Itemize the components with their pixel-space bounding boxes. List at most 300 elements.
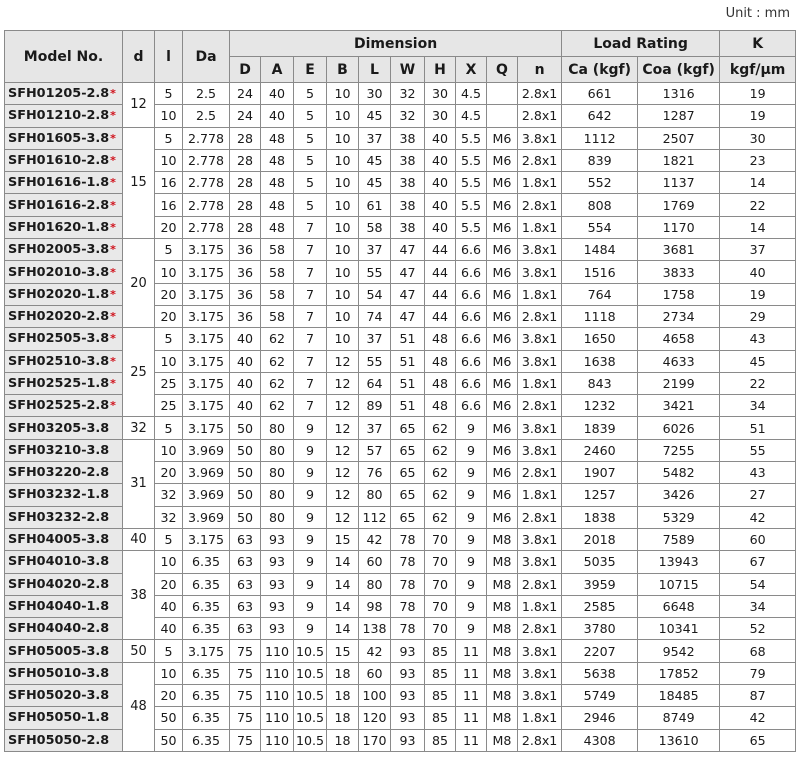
cell-ca: 764 (562, 283, 638, 305)
cell-d: 36 (230, 283, 261, 305)
cell-x: 11 (456, 662, 487, 684)
cell-a: 93 (261, 618, 294, 640)
cell-da: 2.5 (183, 83, 230, 105)
cell-coa: 6648 (638, 595, 720, 617)
cell-k: 14 (720, 172, 796, 194)
cell-w: 38 (391, 172, 425, 194)
cell-n: 1.8x1 (518, 707, 562, 729)
cell-h: 44 (425, 239, 456, 261)
header-model: Model No. (5, 31, 123, 83)
cell-e: 7 (294, 261, 327, 283)
model-number: SFH04010-3.8 (8, 554, 110, 570)
cell-da: 2.778 (183, 216, 230, 238)
cell-a: 110 (261, 662, 294, 684)
cell-d: 36 (230, 239, 261, 261)
model-cell (5, 149, 123, 171)
model-number: SFH01610-2.8 (8, 153, 110, 169)
cell-d: 28 (230, 149, 261, 171)
cell-l: 30 (359, 83, 391, 105)
cell-q: M6 (487, 283, 518, 305)
cell-b: 10 (327, 194, 359, 216)
model-number: SFH02505-3.8 (8, 331, 110, 347)
cell-b: 10 (327, 216, 359, 238)
cell-q: M8 (487, 685, 518, 707)
cell-e: 7 (294, 239, 327, 261)
cell-ca: 2460 (562, 439, 638, 461)
model-number: SFH05005-3.8 (8, 643, 110, 659)
cell-x: 6.6 (456, 350, 487, 372)
cell-h: 70 (425, 528, 456, 550)
cell-coa: 6026 (638, 417, 720, 439)
cell-d: 50 (230, 439, 261, 461)
header-sub-E: E (294, 57, 327, 83)
cell-l: 20 (155, 462, 183, 484)
cell-k: 68 (720, 640, 796, 662)
cell-w: 47 (391, 261, 425, 283)
cell-k: 52 (720, 618, 796, 640)
cell-w: 93 (391, 729, 425, 751)
cell-b: 12 (327, 395, 359, 417)
cell-coa: 1137 (638, 172, 720, 194)
cell-a: 62 (261, 350, 294, 372)
cell-ca: 2946 (562, 707, 638, 729)
cell-da: 3.175 (183, 328, 230, 350)
cell-w: 47 (391, 283, 425, 305)
cell-l: 54 (359, 283, 391, 305)
cell-b: 15 (327, 528, 359, 550)
model-number: SFH03210-3.8 (8, 442, 110, 458)
cell-d: 75 (230, 707, 261, 729)
asterisk-mark: * (110, 87, 116, 101)
cell-n: 2.8x1 (518, 194, 562, 216)
cell-w: 38 (391, 127, 425, 149)
cell-e: 10.5 (294, 662, 327, 684)
cell-da: 2.778 (183, 127, 230, 149)
cell-da: 6.35 (183, 618, 230, 640)
cell-w: 32 (391, 105, 425, 127)
cell-x: 11 (456, 685, 487, 707)
cell-a: 58 (261, 283, 294, 305)
cell-h: 44 (425, 305, 456, 327)
table-row (5, 127, 796, 149)
cell-n: 2.8x1 (518, 149, 562, 171)
model-number: SFH04040-2.8 (8, 621, 110, 637)
cell-coa: 1758 (638, 283, 720, 305)
cell-coa: 3833 (638, 261, 720, 283)
cell-x: 9 (456, 551, 487, 573)
header-sub-B: B (327, 57, 359, 83)
model-cell (5, 618, 123, 640)
model-cell (5, 83, 123, 105)
model-number: SFH02510-3.8 (8, 353, 110, 369)
cell-e: 7 (294, 350, 327, 372)
cell-coa: 1316 (638, 83, 720, 105)
cell-e: 10.5 (294, 729, 327, 751)
cell-x: 5.5 (456, 149, 487, 171)
model-cell (5, 462, 123, 484)
model-number: SFH02525-2.8 (8, 398, 110, 414)
cell-da: 3.969 (183, 506, 230, 528)
cell-n: 3.8x1 (518, 685, 562, 707)
cell-coa: 1769 (638, 194, 720, 216)
cell-q: M6 (487, 506, 518, 528)
cell-ca: 642 (562, 105, 638, 127)
cell-d: 40 (230, 350, 261, 372)
cell-n: 3.8x1 (518, 417, 562, 439)
cell-d: 28 (230, 172, 261, 194)
cell-da: 3.969 (183, 439, 230, 461)
cell-k: 19 (720, 105, 796, 127)
cell-e: 7 (294, 328, 327, 350)
table-row (5, 83, 796, 105)
cell-l: 10 (155, 551, 183, 573)
cell-q: M6 (487, 127, 518, 149)
cell-h: 48 (425, 395, 456, 417)
cell-k: 30 (720, 127, 796, 149)
header-sub-W: W (391, 57, 425, 83)
cell-da: 2.778 (183, 172, 230, 194)
cell-l: 20 (155, 283, 183, 305)
cell-q: M6 (487, 462, 518, 484)
cell-l: 80 (359, 573, 391, 595)
cell-b: 12 (327, 372, 359, 394)
cell-coa: 13943 (638, 551, 720, 573)
cell-h: 62 (425, 484, 456, 506)
cell-a: 48 (261, 194, 294, 216)
cell-e: 5 (294, 172, 327, 194)
cell-q: M6 (487, 372, 518, 394)
cell-e: 5 (294, 83, 327, 105)
cell-l: 5 (155, 127, 183, 149)
cell-n: 2.8x1 (518, 105, 562, 127)
cell-n: 1.8x1 (518, 595, 562, 617)
model-number: SFH05010-3.8 (8, 665, 110, 681)
cell-q: M6 (487, 261, 518, 283)
cell-l: 98 (359, 595, 391, 617)
cell-a: 110 (261, 640, 294, 662)
cell-b: 14 (327, 595, 359, 617)
cell-h: 62 (425, 462, 456, 484)
cell-w: 65 (391, 417, 425, 439)
model-number: SFH01205-2.8 (8, 86, 110, 102)
cell-a: 48 (261, 216, 294, 238)
model-cell (5, 372, 123, 394)
cell-n: 1.8x1 (518, 372, 562, 394)
cell-n: 3.8x1 (518, 528, 562, 550)
cell-coa: 3426 (638, 484, 720, 506)
cell-ca: 5749 (562, 685, 638, 707)
cell-x: 4.5 (456, 105, 487, 127)
model-cell (5, 350, 123, 372)
cell-h: 48 (425, 350, 456, 372)
cell-ca: 2207 (562, 640, 638, 662)
cell-l: 32 (155, 484, 183, 506)
cell-b: 10 (327, 328, 359, 350)
header-da: Da (183, 31, 230, 83)
cell-da: 3.175 (183, 261, 230, 283)
cell-b: 12 (327, 484, 359, 506)
cell-e: 9 (294, 551, 327, 573)
header-k: K (720, 31, 796, 57)
cell-ca: 1112 (562, 127, 638, 149)
cell-h: 44 (425, 283, 456, 305)
cell-da: 3.175 (183, 528, 230, 550)
cell-e: 9 (294, 506, 327, 528)
cell-w: 78 (391, 595, 425, 617)
asterisk-mark: * (110, 198, 116, 212)
cell-n: 1.8x1 (518, 484, 562, 506)
asterisk-mark: * (110, 287, 116, 301)
asterisk-mark: * (110, 354, 116, 368)
cell-coa: 2199 (638, 372, 720, 394)
diameter-cell: 12 (123, 83, 155, 128)
cell-w: 38 (391, 149, 425, 171)
cell-l: 100 (359, 685, 391, 707)
cell-q: M6 (487, 172, 518, 194)
cell-d: 36 (230, 305, 261, 327)
cell-b: 14 (327, 551, 359, 573)
cell-b: 10 (327, 172, 359, 194)
cell-w: 78 (391, 528, 425, 550)
cell-w: 51 (391, 372, 425, 394)
unit-label: Unit : mm (725, 6, 790, 21)
cell-h: 40 (425, 149, 456, 171)
header-k-unit: kgf/μm (720, 57, 796, 83)
cell-k: 29 (720, 305, 796, 327)
cell-da: 6.35 (183, 685, 230, 707)
model-cell (5, 595, 123, 617)
cell-k: 79 (720, 662, 796, 684)
cell-b: 10 (327, 127, 359, 149)
cell-b: 12 (327, 439, 359, 461)
cell-b: 18 (327, 662, 359, 684)
asterisk-mark: * (110, 310, 116, 324)
cell-b: 12 (327, 350, 359, 372)
cell-coa: 7255 (638, 439, 720, 461)
model-number: SFH03205-3.8 (8, 420, 110, 436)
cell-da: 6.35 (183, 729, 230, 751)
cell-a: 58 (261, 305, 294, 327)
cell-l: 42 (359, 640, 391, 662)
cell-w: 65 (391, 506, 425, 528)
cell-ca: 5638 (562, 662, 638, 684)
cell-k: 34 (720, 395, 796, 417)
cell-h: 40 (425, 216, 456, 238)
table-row (5, 662, 796, 684)
table-row (5, 439, 796, 461)
table-row (5, 551, 796, 573)
cell-coa: 2734 (638, 305, 720, 327)
cell-da: 3.175 (183, 395, 230, 417)
diameter-cell: 32 (123, 417, 155, 439)
cell-n: 2.8x1 (518, 395, 562, 417)
cell-h: 85 (425, 662, 456, 684)
cell-b: 18 (327, 729, 359, 751)
model-number: SFH05050-2.8 (8, 732, 110, 748)
header-sub-L: L (359, 57, 391, 83)
cell-x: 5.5 (456, 127, 487, 149)
cell-b: 10 (327, 105, 359, 127)
cell-h: 30 (425, 105, 456, 127)
cell-ca: 1907 (562, 462, 638, 484)
cell-d: 40 (230, 395, 261, 417)
cell-ca: 3959 (562, 573, 638, 595)
model-number: SFH01605-3.8 (8, 130, 110, 146)
cell-l: 55 (359, 261, 391, 283)
cell-e: 5 (294, 149, 327, 171)
cell-a: 110 (261, 685, 294, 707)
cell-w: 65 (391, 484, 425, 506)
cell-l: 25 (155, 395, 183, 417)
cell-coa: 18485 (638, 685, 720, 707)
cell-q (487, 83, 518, 105)
cell-x: 9 (456, 528, 487, 550)
cell-d: 28 (230, 216, 261, 238)
cell-k: 22 (720, 372, 796, 394)
diameter-cell: 38 (123, 551, 155, 640)
cell-a: 48 (261, 149, 294, 171)
cell-h: 85 (425, 685, 456, 707)
cell-da: 2.5 (183, 105, 230, 127)
header-sub-n: n (518, 57, 562, 83)
cell-da: 6.35 (183, 595, 230, 617)
cell-e: 10.5 (294, 640, 327, 662)
cell-b: 12 (327, 462, 359, 484)
cell-x: 9 (456, 417, 487, 439)
cell-l: 61 (359, 194, 391, 216)
cell-h: 85 (425, 707, 456, 729)
cell-h: 70 (425, 595, 456, 617)
cell-coa: 13610 (638, 729, 720, 751)
model-number: SFH04040-1.8 (8, 598, 110, 614)
cell-n: 3.8x1 (518, 551, 562, 573)
cell-l: 25 (155, 372, 183, 394)
cell-ca: 1118 (562, 305, 638, 327)
cell-x: 6.6 (456, 395, 487, 417)
cell-a: 62 (261, 328, 294, 350)
asterisk-mark: * (110, 154, 116, 168)
cell-q: M8 (487, 729, 518, 751)
cell-w: 51 (391, 350, 425, 372)
cell-n: 2.8x1 (518, 618, 562, 640)
cell-a: 80 (261, 439, 294, 461)
cell-n: 1.8x1 (518, 216, 562, 238)
cell-d: 50 (230, 484, 261, 506)
cell-k: 19 (720, 283, 796, 305)
header-sub-A: A (261, 57, 294, 83)
cell-ca: 839 (562, 149, 638, 171)
cell-coa: 7589 (638, 528, 720, 550)
cell-l: 20 (155, 216, 183, 238)
cell-h: 48 (425, 328, 456, 350)
cell-a: 40 (261, 105, 294, 127)
cell-e: 9 (294, 618, 327, 640)
cell-e: 9 (294, 484, 327, 506)
cell-b: 14 (327, 573, 359, 595)
cell-n: 3.8x1 (518, 350, 562, 372)
diameter-cell: 48 (123, 662, 155, 751)
cell-w: 38 (391, 216, 425, 238)
table-row (5, 239, 796, 261)
cell-k: 23 (720, 149, 796, 171)
cell-ca: 3780 (562, 618, 638, 640)
cell-a: 80 (261, 484, 294, 506)
asterisk-mark: * (110, 220, 116, 234)
cell-coa: 4658 (638, 328, 720, 350)
cell-l: 50 (155, 729, 183, 751)
cell-k: 40 (720, 261, 796, 283)
cell-k: 51 (720, 417, 796, 439)
cell-e: 10.5 (294, 685, 327, 707)
cell-da: 3.969 (183, 484, 230, 506)
cell-q: M6 (487, 439, 518, 461)
model-number: SFH02010-3.8 (8, 264, 110, 280)
model-number: SFH02020-2.8 (8, 309, 110, 325)
cell-x: 11 (456, 640, 487, 662)
cell-w: 65 (391, 439, 425, 461)
cell-k: 43 (720, 462, 796, 484)
cell-d: 63 (230, 618, 261, 640)
cell-ca: 808 (562, 194, 638, 216)
cell-ca: 552 (562, 172, 638, 194)
cell-h: 48 (425, 372, 456, 394)
asterisk-mark: * (110, 176, 116, 190)
cell-q: M6 (487, 328, 518, 350)
cell-n: 3.8x1 (518, 261, 562, 283)
cell-l: 10 (155, 350, 183, 372)
cell-w: 93 (391, 685, 425, 707)
model-number: SFH02020-1.8 (8, 286, 110, 302)
cell-x: 9 (456, 506, 487, 528)
cell-w: 65 (391, 462, 425, 484)
cell-e: 9 (294, 462, 327, 484)
diameter-cell: 40 (123, 528, 155, 550)
cell-l: 10 (155, 105, 183, 127)
cell-x: 6.6 (456, 283, 487, 305)
model-cell (5, 729, 123, 751)
model-number: SFH04020-2.8 (8, 576, 110, 592)
cell-l: 40 (155, 595, 183, 617)
model-number: SFH04005-3.8 (8, 532, 110, 548)
cell-l: 89 (359, 395, 391, 417)
cell-l: 32 (155, 506, 183, 528)
model-number: SFH01620-1.8 (8, 219, 110, 235)
asterisk-mark: * (110, 243, 116, 257)
cell-l: 20 (155, 685, 183, 707)
cell-w: 47 (391, 239, 425, 261)
cell-w: 38 (391, 194, 425, 216)
cell-da: 6.35 (183, 662, 230, 684)
cell-e: 9 (294, 595, 327, 617)
cell-ca: 2018 (562, 528, 638, 550)
model-cell (5, 328, 123, 350)
cell-l: 42 (359, 528, 391, 550)
cell-e: 10.5 (294, 707, 327, 729)
table-row (5, 417, 796, 439)
cell-a: 58 (261, 239, 294, 261)
cell-d: 50 (230, 462, 261, 484)
header-sub-ca: Ca (kgf) (562, 57, 638, 83)
cell-d: 75 (230, 685, 261, 707)
cell-e: 9 (294, 573, 327, 595)
cell-h: 40 (425, 172, 456, 194)
cell-k: 87 (720, 685, 796, 707)
spec-table (4, 30, 796, 752)
cell-l: 45 (359, 149, 391, 171)
cell-a: 62 (261, 395, 294, 417)
cell-l: 16 (155, 194, 183, 216)
cell-d: 24 (230, 105, 261, 127)
